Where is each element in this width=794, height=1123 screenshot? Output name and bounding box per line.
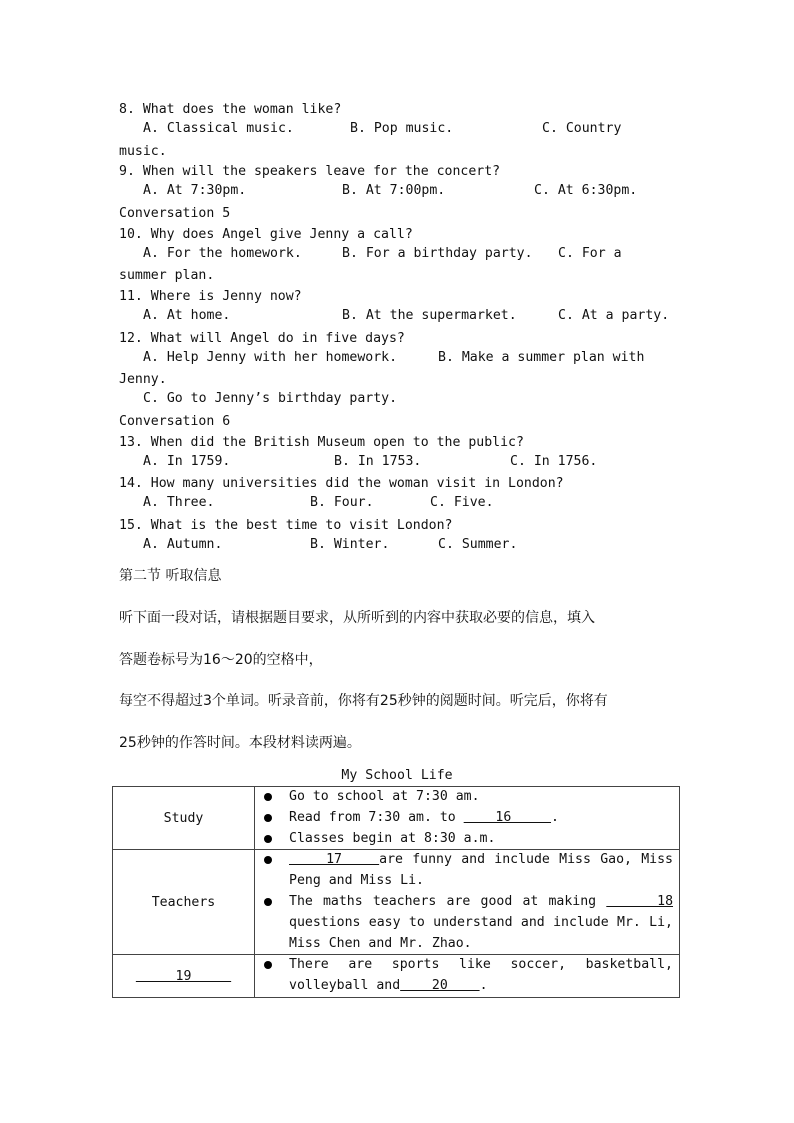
q15-option-c: C. Summer. [438, 537, 518, 552]
q11-option-b: B. At the supermarket. [342, 308, 517, 323]
list-item: There are sports like soccer, basketball, volleyball and 20 . [255, 955, 673, 997]
category-study: Study [113, 787, 255, 850]
q12-option-c: C. Go to Jenny’s birthday party. [143, 391, 398, 406]
school-life-table [112, 786, 680, 998]
bullet-icon [264, 814, 272, 822]
q11-option-c: C. At a party. [558, 308, 670, 323]
blank-16: 16 [463, 809, 552, 825]
category-teachers: Teachers [113, 850, 255, 955]
q13-option-c: C. In 1756. [510, 454, 598, 469]
bullet-icon [264, 793, 272, 801]
q12-option-a: A. Help Jenny with her homework. [143, 350, 398, 365]
list-item: Go to school at 7:30 am. [255, 787, 673, 808]
list-item: The maths teachers are good at making 18 questions easy to understand and include Mr. Li, Miss Chen and Mr. Zhao. [255, 892, 673, 954]
bullet-icon [264, 835, 272, 843]
q9-option-a: A. At 7:30pm. [143, 183, 247, 198]
row-19-details [255, 955, 680, 998]
question-14-stem: 14. How many universities did the woman visit in London? [119, 476, 564, 491]
section-2-title: 第二节 听取信息 [119, 568, 222, 584]
question-8-stem: 8. What does the woman like? [119, 102, 342, 117]
q10-option-a: A. For the homework. [143, 246, 302, 261]
blank-18: 18 [606, 893, 674, 909]
study-details [255, 787, 680, 850]
q13-option-b: B. In 1753. [334, 454, 422, 469]
q12-option-b-continued: Jenny. [119, 372, 167, 387]
question-11-stem: 11. Where is Jenny now? [119, 289, 302, 304]
q10-option-c-continued: summer plan. [119, 268, 215, 283]
question-12-stem: 12. What will Angel do in five days? [119, 331, 405, 346]
blank-17: 17 [289, 852, 380, 868]
list-item: Read from 7:30 am. to 16 . [255, 808, 673, 829]
q13-option-a: A. In 1759. [143, 454, 231, 469]
question-15-stem: 15. What is the best time to visit London? [119, 518, 453, 533]
section-2-instruction-line-4: 25秒钟的作答时间。本段材料读两遍。 [119, 735, 361, 751]
q15-option-b: B. Winter. [310, 537, 390, 552]
q8-option-a: A. Classical music. [143, 121, 294, 136]
section-2-instruction-line-2: 答题卷标号为16～20的空格中， [119, 652, 323, 668]
section-2-instruction-line-1: 听下面一段对话，请根据题目要求，从所听到的内容中获取必要的信息，填入 [119, 610, 595, 626]
q12-option-b: B. Make a summer plan with [438, 350, 645, 365]
q14-option-c: C. Five. [430, 495, 494, 510]
section-2-instruction-line-3: 每空不得超过3个单词。听录音前，你将有25秒钟的阅题时间。听完后，你将有 [119, 693, 608, 709]
table-row-study [113, 787, 680, 850]
list-item: Classes begin at 8:30 a.m. [255, 829, 673, 850]
q8-option-b: B. Pop music. [350, 121, 454, 136]
q11-option-a: A. At home. [143, 308, 231, 323]
q10-option-b: B. For a birthday party. [342, 246, 533, 261]
teachers-details [255, 850, 680, 955]
bullet-icon [264, 961, 272, 969]
table-caption: My School Life [341, 768, 453, 783]
list-item: 17 are funny and include Miss Gao, Miss Peng and Miss Li. [255, 850, 673, 892]
q9-option-b: B. At 7:00pm. [342, 183, 446, 198]
q8-option-c-continued: music. [119, 144, 167, 159]
blank-20: 20 [400, 978, 480, 994]
table-row-teachers [113, 850, 680, 955]
conversation-5-heading: Conversation 5 [119, 206, 231, 221]
q14-option-a: A. Three. [143, 495, 215, 510]
q9-option-c: C. At 6:30pm. [534, 183, 638, 198]
q8-option-c: C. Country [542, 121, 622, 136]
bullet-icon [264, 856, 272, 864]
question-13-stem: 13. When did the British Museum open to the public? [119, 435, 524, 450]
question-9-stem: 9. When will the speakers leave for the concert? [119, 164, 501, 179]
q14-option-b: B. Four. [310, 495, 374, 510]
conversation-6-heading: Conversation 6 [119, 414, 231, 429]
category-blank-19: 19 [113, 955, 255, 998]
q15-option-a: A. Autumn. [143, 537, 223, 552]
q10-option-c: C. For a [558, 246, 622, 261]
table-row-19 [113, 955, 680, 998]
bullet-icon [264, 898, 272, 906]
question-10-stem: 10. Why does Angel give Jenny a call? [119, 227, 413, 242]
